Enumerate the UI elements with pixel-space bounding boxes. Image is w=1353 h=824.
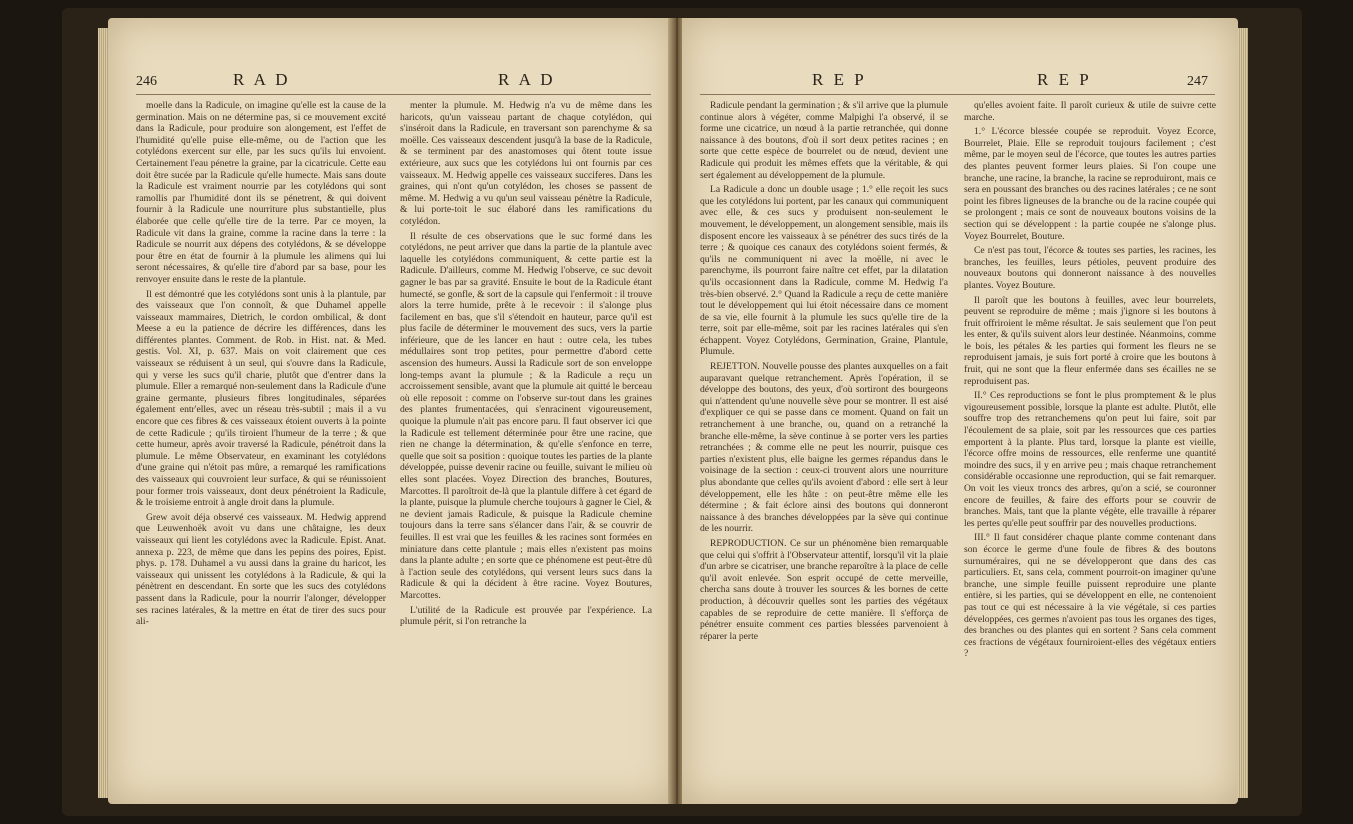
paragraph: REJETTON. Nouvelle pousse des plantes auxquelles on a fait auparavant quelque retranchement. Après l'opération, il se développe des boutons, des yeux, d'où sortiront des bourgeons qui n'attendent qu'une nouvelle sève pour se montrer. Il est aisé d'expliquer ce qui se passe dans ce moment. Quand on fait un retranchement à une branche, ou, quand on a retranché la branche elle-même, la sève continue à se porter vers les parties retranchées ; & comme elle ne peut les nourrir, puisque ces parties n'existent plus, elle baigne les germes répandus dans le voisinage de la section : ceux-ci trouvent alors une nourriture plus abondante que celles qu'ils avoient d'abord : elle sert à leur développement, elle les hâte : on peut-être même elle les détermine ; & fait éclore ainsi des boutons qui donneront naissance à des branches développées par la sève qui continue de les nourrir. — [700, 361, 948, 535]
paragraph: III.° Il faut considérer chaque plante comme contenant dans son écorce le germe d'une foule de fibres & des boutons surnuméraires, qui ne se développeront que dans des cas particuliers. Et, sans cela, comment pourroit-on imaginer qu'une branche, une simple feuille puissent reproduire une plante entière, si les parties, qui se développent en elle, ne contenoient pas tout ce qui est nécessaire à la vie végétale, si ces parties développées, ces germes n'avoient pas tous les organes des tiges, des branches ou des plantes qui en sortent ? Sans cela comment ces fractions de végétaux fourniroient-elles des végétaux entiers ? — [964, 532, 1216, 660]
running-head-left: R A D — [233, 70, 291, 89]
paragraph: 1.° L'écorce blessée coupée se reproduit. Voyez Ecorce, Bourrelet, Plaie. Elle se reproduit toujours facilement ; c'est même, par le moyen seul de l'écorce, que toutes les autres parties des plantes peuvent former leurs plaies. Si l'on coupe une branche, une racine, la branche, la racine se reproduiront, mais ce sera en poussant des branches ou des racines latérales ; ce ne sont point les fibres ligneuses de la branche ou de la racine coupée qui se prolongent ; mais ce sont de nouveaux boutons voisins de la section qui se développent : la partie coupée ne s'alonge plus. Voyez Bourrelet, Bouture. — [964, 126, 1216, 242]
page-edges-left — [98, 28, 108, 798]
paragraph: Grew avoit déja observé ces vaisseaux. M. Hedwig apprend que Leuwenhoëk avoit vu dans une châtaigne, les deux vaisseaux qui lient les cotylédons avec la Radicule. Epist. Anat. annexa p. 223, de même que dans les pepins des poires, Epist. phys. p. 178. Duhamel a vu aussi dans la graine du haricot, les vaisseaux qui unissent les cotylédons à la Radicule, & qui la pénètrent en descendant. En sorte que les sucs des cotylédons passent dans la Radicule, pour la nourrir l'alonger, développer ses racines latérales, & la mettre en état de tirer des sucs pour ali- — [136, 511, 386, 628]
text-column-1 — [136, 100, 386, 631]
text-column-1 — [700, 100, 948, 645]
paragraph: moelle dans la Radicule, on imagine qu'elle est la cause de la germination. Mais on ne détermine pas, si ce mouvement excité dans la Radicule, pour produire son alongement, est l'effet de l'humidité qu'elle puise elle-même, ou de l'action que les cotylédons exercent sur elle, par les sucs qu'ils lui envoient. Certainement l'eau pénetre la graine, par la cicatricule. Cette eau doit être sucée par la Radicule qu'elle humecte. Mais sans doute la Radicule est vraiment nourrie par les cotylédons qui sont ramollis par l'humidité dont ils se pénetrent, & qui doivent fournir à la Radicule une nourriture plus substantielle, plus élaborée que celle qu'elle tire de la terre. Par ce moyen, la Radicule vit dans la graine, comme la racine dans la terre : la Radicule se nourrit aux dépens des cotylédons, & se développe pour être en état de fournir à la plumule les alimens qui lui seront nécessaires, & qu'elle tire d'abord par sa base, pour les renvoyer ensuite dans le reste de la plantule. — [136, 100, 386, 285]
text-column-2 — [400, 100, 652, 631]
paragraph: Il est démontré que les cotylédons sont unis à la plantule, par des vaisseaux que l'on connoît, & que Duhamel appelle vaisseaux mammaires, Dietrich, le cordon ombilical, & dont Meese a eu la patience de décrire les différences, dans les différentes plantes. Comment. de Rob. in Hist. nat. & Med. gestis. Vol. XI, p. 637. Mais on voit clairement que ces vaisseaux se réduisent à un seul, qui s'ouvre dans la Radicule, qui y verse les sucs qu'il charie, plutôt que d'entrer dans la plumule. Eller a remarqué non-seulement dans la Radicule d'une graine germante, plusieurs fibres longitudinales, séparées également entr'elles, avec un réseau très-subtil ; mais il a vu encore que ces fibres & ces vaisseaux étoient ouverts à la pointe de cette Radicule ; qu'ils tiroient l'humeur de la terre ; & que cette humeur, après avoir traversé la Radicule, pénétroit dans la plumule. Le même Observateur, en examinant les cotylédons d'une graine qui n'étoit pas mûre, a remarqué les ramifications des vaisseaux qui couvroient leur surface, & qui se réunissoient pour former trois vaisseaux, dont deux pénétroient la Radicule, & le troisieme entroit à angle droit dans la plumule. — [136, 288, 386, 509]
paragraph: menter la plumule. M. Hedwig n'a vu de même dans les haricots, qu'un vaisseau partant de chaque cotylédon, qui s'inséroit dans la Radicule, en traversant son parenchyme & sa moëlle. Ces vaisseaux descendent jusqu'à la base de la Radicule, & se terminent par des anastomoses qui ôtent toute issue extérieure, aux sucs que les cotylédons lui ont fournis par ces vaisseaux. M. Hedwig appelle ces vaisseaux succiferes. Dans les graines, qui n'ont qu'un cotylédon, les choses se passent de même. M. Hedwig a vu qu'un seul vaisseau pénètre la Radicule, & lui porte-toit le suc élaboré dans les ramifications du cotylédon. — [400, 100, 652, 227]
page-edges-right — [1238, 28, 1248, 798]
paragraph: qu'elles avoient faite. Il paroît curieux & utile de suivre cette marche. — [964, 100, 1216, 123]
paragraph: Ce n'est pas tout, l'écorce & toutes ses parties, les racines, les branches, les feuilles, leurs pétioles, peuvent produire des nouveaux boutons qui donneront naissance à des nouvelles plantes. Voyez Bouture. — [964, 245, 1216, 291]
running-head-left: R E P — [812, 70, 867, 89]
paragraph: Il résulte de ces observations que le suc formé dans les cotylédons, ne peut arriver que dans la partie de la plantule avec laquelle les cotylédons communiquent, & cette partie est la Radicule. D'ailleurs, comme M. Hedwig l'observe, ce suc devoit gagner le bas par sa gravité. Ensuite le bout de la Radicule étant humecté, se gonfle, & sort de la capsule qui l'enfermoit : il trouve alors la terre humide, prête à le recevoir : il s'alonge plus facilement en bas, que s'il s'étendoit en hauteur, parce qu'il est plus facile de déterminer le mouvement des sucs, vers la partie inférieure, que de les lancer en haut : outre cela, les tubes médullaires sont trop petites, pour permettre d'abord cette ascension des humeurs. Aussi la Radicule sort de son enveloppe long-temps avant la plumule ; & la Radicule a reçu un accroissement sensible, avant que la plumule ait quitté le berceau où elle reposoit : comme on l'observe sur-tout dans les graines des plantes frumentacées, qui s'enracinent vigoureusement, quoique la plumule n'ait pas encore paru. Il faut observer ici que la Radicule est tellement déterminée pour être une racine, que rien ne change la détermination, & qu'elle s'enfonce en terre, quelle que soit sa position : quoique toutes les parties de la plante développée, puisse devenir racine ou feuille, suivant le milieu où elles sont placées. Voyez Direction des branches, Boutures, Marcottes. Il paroîtroit de-là que la plantule differe à cet égard de la plante, puisque la plumule cherche toujours à gagner le Ciel, & ne devient jamais Radicule, & puisque la Radicule chemine toujours dans la terre sans s'élancer dans l'air, & se couvrir de feuilles. Il est vrai que les feuilles & les racines sont formées en miniature dans cette plantule ; mais elles n'existent pas moins dans la plante adulte ; en sorte que ce phénomene est peut-être dû à l'action seule des cotylédons, qui versent leurs sucs dans la Radicule & qui la décident à être racine. Voyez Boutures, Marcottes. — [400, 230, 652, 601]
paragraph: II.° Ces reproductions se font le plus promptement & le plus vigoureusement possible, lorsque la plante est adulte. Plutôt, elle souffre trop des retranchemens qu'on peut lui faire, soit par l'écoulement de sa plaie, soit par les ressources que ces parties emportent à la plante. Plus tard, lorsque la plante est vieille, l'écorce offre moins de ressources, elle renferme une quantité moindre des sucs, il y en arrive peu ; mais chaque retranchement considérable occasionne une reproduction, qui se fait remarquer. On voit les vieux troncs des arbres, qu'on a scié, se couronner encore de feuilles, & faire des efforts pour se couvrir de branches. Mais, tant que la plante végète, elle travaille à réparer les pertes qu'elle peut souffrir par des nouvelles productions. — [964, 390, 1216, 529]
paragraph: La Radicule a donc un double usage ; 1.° elle reçoit les sucs que les cotylédons lui portent, par les canaux qui communiquent avec elle, & ces sucs y produisent non-seulement le mouvement, le développement, un alongement sensible, mais ils disposent encore les vaisseaux à se pénétrer des sucs tirés de la terre ; & quoique ces canaux des cotylédons soient fermés, & qu'ils ne communiquent ni avec la moëlle, ni avec le parenchyme, ils pourront faire naître cet effet, par la dilatation qu'ils occasionnent dans la Radicule, comme M. Hedwig l'a très-bien observé. 2.° Quand la Radicule a reçu de cette manière tout le développement qui lui étoit nécessaire dans ce moment de sa vie, elle fournit à la plumule les sucs qu'elle tire de la terre, soit par elle-même, soit par les racines latérales qui s'en échappent. Voyez Cotylédons, Germination, Graine, Plantule, Plumule. — [700, 184, 948, 358]
text-column-2 — [964, 100, 1216, 663]
page-number: 247 — [1187, 74, 1208, 89]
header-rule — [136, 94, 651, 95]
header-rule — [700, 94, 1215, 95]
left-page — [108, 18, 674, 804]
right-page — [682, 18, 1238, 804]
paragraph: REPRODUCTION. Ce sur un phénomène bien remarquable que celui qui s'offrit à l'Observateur attentif, lorsqu'il vit la plaie d'un arbre se cicatriser, une branche reparoître à la place de celle qu'il avoit enlevée. Son esprit occupé de cette merveille, chercha sans doute à trouver les sources & les bornes de cette production, à découvrir quelles sont les parties des végétaux capables de se reproduire de cette manière. Il s'efforça de pénétrer ensuite comment ces parties blessées parvenoient à réparer la perte — [700, 537, 948, 642]
running-head-right: R A D — [498, 70, 556, 89]
paragraph: Radicule pendant la germination ; & s'il arrive que la plumule continue alors à végéter, comme Malpighi l'a observé, il se forme une cicatrice, un nœud à la partie retranchée, qui donne naissance à des boutons, d'où il sort deux petites racines ; en sorte que cette espèce de bourrelet ou de nœud, devient une Radicule qui produit les mêmes effets que la véritable, & qui sert également au développement de la plumule. — [700, 100, 948, 181]
paragraph: L'utilité de la Radicule est prouvée par l'expérience. La plumule périt, si l'on retranche la — [400, 604, 652, 628]
running-head-right: R E P — [1037, 70, 1092, 89]
paragraph: Il paroît que les boutons à feuilles, avec leur bourrelets, peuvent se reproduire de même ; mais j'ignore si les boutons à fruit offriroient le même résultat. Je sais seulement que l'on peut les enter, & qu'ils suivent alors leur destinée. Néanmoins, comme le bois, les pétales & les parties qui forment les fleurs ne se reproduisent jamais, je suis fort porté à croire que les boutons à fruit, qui ne sont que la fleur enfermée dans ses écailles ne se reproduisent pas. — [964, 294, 1216, 387]
page-number: 246 — [136, 74, 157, 89]
